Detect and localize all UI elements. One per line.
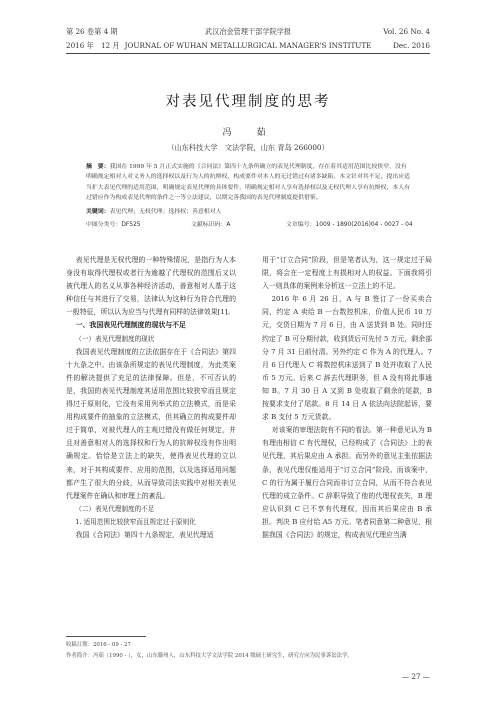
footnote-divider — [66, 636, 146, 637]
header-journal-cn: 武汉冶金管理干部学院学报 — [204, 27, 292, 36]
article-author: 冯 茹 — [222, 128, 274, 138]
page-number: — 27 — — [401, 672, 430, 681]
header-volume-en: Vol. 26 No. 4 — [383, 27, 430, 36]
header-volume-cn: 第 26 卷第 4 期 — [66, 27, 118, 36]
subsubsection-heading: 1. 适用范围比较狭窄而且规定过于原则化 — [75, 517, 196, 526]
paragraph: 对该案的审理法院有不同的看法。第一种意见认为 B 有理由相信 C 有代理权，已经构成了《合同法》上的表见代理，其后果应由 A 承担。而另外的意见主张依据法条，表见代理仅能适用于“订立合同”阶段。而该案中，C 的行为属于履行合同而非订立合同，从而不符合表见代理的成立条件。C 辞职导致了他的代理权丧失，B 理应认识到 C 已不享有代理权，因而其后果应由 B 承担。判决 B 应付给 A5 万元。笔者同意第二种意见，根据我国《合同法》的规定，构成表见代理应当满 — [262, 426, 432, 539]
article-title: 对表见代理制度的思考 — [165, 94, 331, 110]
header-divider — [66, 53, 430, 54]
abstract — [86, 162, 410, 203]
subsection-heading: （一）表见代理制度的现状 — [75, 334, 155, 343]
class-number: 中图分类号：DF525 — [86, 222, 141, 228]
body-column-left — [66, 254, 236, 542]
section-heading: 一、我国表见代理制度的现状与不足 — [75, 321, 186, 330]
keywords-label: 关键词： — [86, 209, 110, 215]
body-column-right — [262, 254, 432, 542]
header-date-en: Dec. 2016 — [393, 41, 430, 50]
paragraph: 表见代理是无权代理的一种特殊情况，是指行为人本身没有取得代理权或者行为逾越了代理权的范围后又以被代理人的名义从事各种经济活动，善意相对人基于这种信任与其进行了交易，法律认为这种行为符合代理的一般特征，所以认为应当与代理有同样的法律效果[1]。 — [66, 256, 236, 317]
keywords-text: 表见代理；无权代理；选择权；善意相对人 — [109, 209, 222, 215]
paragraph: 用于“订立合同”阶段，但是笔者认为，这一规定过于局限，将会在一定程度上有损相对人的权益。下面我将引入一则具体的案例来分析这一立法上的不足。 — [262, 256, 432, 291]
footnote-author-bio: 作者简介：冯茹（1990 - ），女，山东滕州人，山东科技大学文法学院 2014 级硕士研究生，研究方向为民事诉讼法学。 — [66, 653, 353, 659]
keywords — [86, 207, 410, 217]
author-affiliation: （山东科技大学 文法学院，山东 青岛 266000） — [167, 143, 329, 152]
abstract-text: 我国在 1999 年 5 月正式实施的《合同法》第四十九条所确立的表见代理制度，存在着其适用范围比较狭窄，没有明确规定相对人对义务人的选择权以及行为人的抗辩权，构成要件对本人的无过错过有诸多缺陷。本文针对其不足，提出应适当扩大表见代理的适用范围，明确规定表见代理的具体要件，明确规定相对人享有选择权以及无权代理人享有抗辩权，本人有过错应作为构成表见代理的条件之一等立法建议，以期完善我国的表见代理制度提供借鉴。 — [86, 164, 410, 201]
subsection-heading: （二）表见代理制度的不足 — [75, 504, 155, 513]
paragraph: 2016 年 6 月 26 日，A 与 B 签订了一份买卖合同，约定 A 卖给 B 一台数控机床，价值人民币 10 万元，交货日期为 7 月 6 日，由 A 送货到 B 处。同时还约定了 B 可分期付款，收到货后可先付 5 万元，剩余部分 7 月 31 日前付清。另外约定 C 作为 A 的代理人。7 月 6 日代理人 C 将数控机床送到了 B 处并收取了人民币 5 万元。后来 C 辞去代理职务，但 A 没有将此事通知 B。7 月 30 日 A 又到 B 处收取了剩余的尾款，B 按要求支付了尾款。8 月 14 日 A 依法向法院起诉，要求 B 支付 5 万元货款。 — [262, 295, 432, 422]
header-journal-en: JOURNAL OF WUHAN METALLURGICAL MANAGER'S INSTITUTE — [124, 41, 372, 50]
classification-line — [86, 219, 413, 228]
document-code: 文献标识码：A — [191, 222, 231, 228]
footnote-received-date: 收稿日期：2016 - 09 - 27 — [66, 642, 131, 648]
paragraph: 我国表见代理制度的立法依据存在于《合同法》第四十九条之中。由该条所规定的表见代理制度，为此类案件的解决提供了充足的法律保障。但是，不可否认的是，我国的表见代理制度其适用范围比较狭窄而且规定得过于原则化，它没有采用列举式的立法模式，而是采用构成要件的抽象的立法模式，但其确立的构成要件却过于简单，对被代理人的主观过错没有做任何规定，并且对善意相对人的选择权和行为人的抗辩权没有作出明确规定。恰恰是立法上的缺失，使得表见代理的立以来，对于其构成要件、应用的范围，以及选择适用问题都产生了很大的分歧，从而导致司法实践中对相关表见代理案件在确认和审理上的紊乱。 — [66, 347, 236, 500]
abstract-label: 摘 要： — [86, 164, 110, 170]
paragraph: 我国《合同法》第四十九条规定，表见代理适 — [75, 530, 214, 539]
header-date-cn: 2016 年 12 月 — [66, 41, 120, 50]
article-number: 文章编号：1009 - 1890(2016)04 - 0027 - 04 — [286, 222, 413, 228]
